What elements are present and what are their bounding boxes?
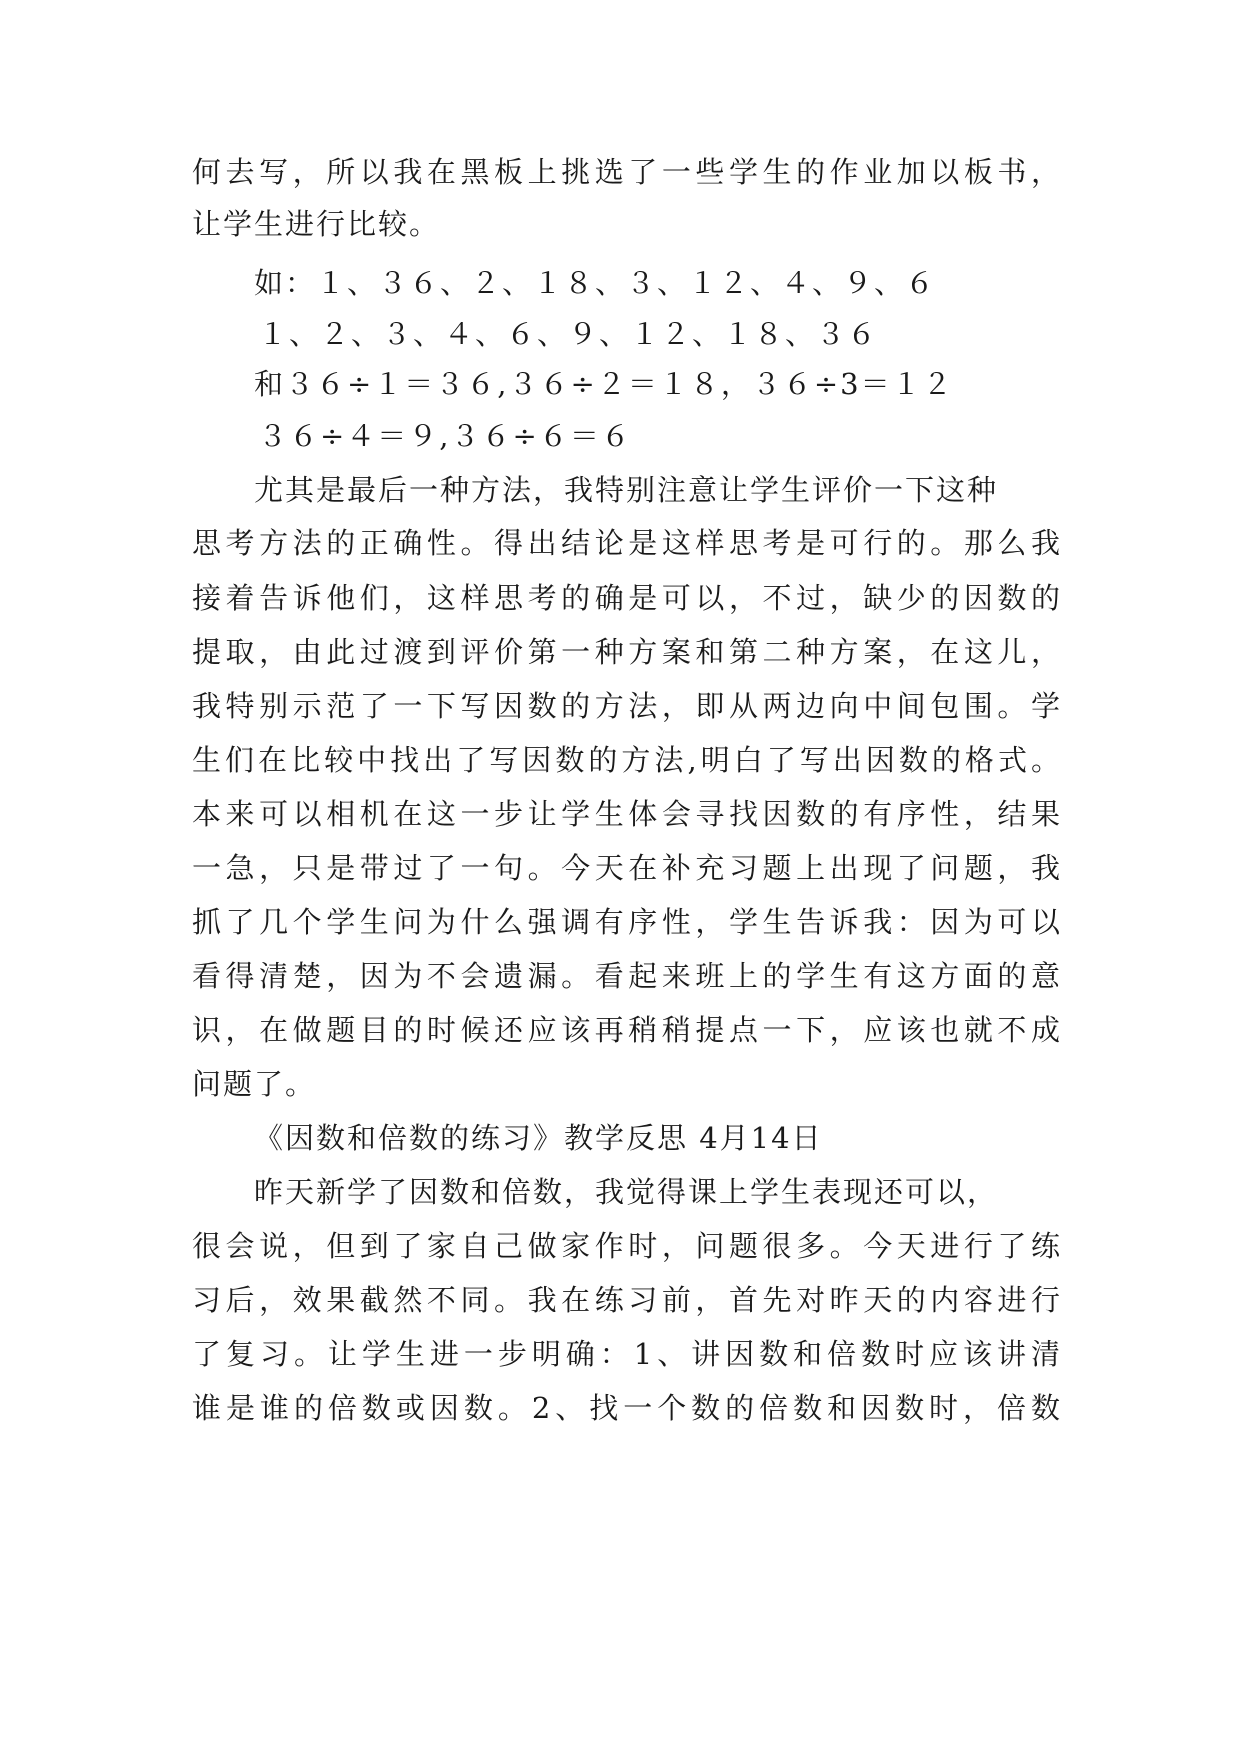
text-line: 昨天新学了因数和倍数，我觉得课上学生表现还可以， xyxy=(254,1175,999,1209)
text-line: 了复习。让学生进一步明确：1、讲因数和倍数时应该讲清 xyxy=(192,1337,1062,1371)
text-line: 生们在比较中找出了写因数的方法,明白了写出因数的格式。 xyxy=(192,743,1062,777)
text-line: 抓了几个学生问为什么强调有序性，学生告诉我：因为可以 xyxy=(192,905,1062,939)
text-line: 识，在做题目的时候还应该再稍稍提点一下，应该也就不成 xyxy=(192,1013,1062,1047)
text-line: 和３６÷１＝３６,３６÷２＝１８，３６÷3＝１２ xyxy=(254,367,954,401)
text-line: 思考方法的正确性。得出结论是这样思考是可行的。那么我 xyxy=(192,526,1062,560)
text-line: 接着告诉他们，这样思考的确是可以，不过，缺少的因数的 xyxy=(192,581,1062,615)
text-line: 尤其是最后一种方法，我特别注意让学生评价一下这种 xyxy=(254,473,999,507)
text-line: 我特别示范了一下写因数的方法，即从两边向中间包围。学 xyxy=(192,689,1062,723)
text-line: 提取，由此过渡到评价第一种方案和第二种方案，在这儿， xyxy=(192,635,1062,669)
text-line: 习后，效果截然不同。我在练习前，首先对昨天的内容进行 xyxy=(192,1283,1062,1317)
text-line: 看得清楚，因为不会遗漏。看起来班上的学生有这方面的意 xyxy=(192,959,1062,993)
text-line: 让学生进行比较。 xyxy=(192,207,441,241)
text-line: ３６÷４＝９,３６÷６＝６ xyxy=(258,419,632,453)
text-line: １、２、３、４、６、９、１２、１８、３６ xyxy=(258,317,879,351)
text-line: 本来可以相机在这一步让学生体会寻找因数的有序性，结果 xyxy=(192,797,1062,831)
text-line: 很会说，但到了家自己做家作时，问题很多。今天进行了练 xyxy=(192,1229,1062,1263)
text-line: 如：１、３６、２、１８、３、１２、４、９、６ xyxy=(254,266,937,300)
text-line: 何去写，所以我在黑板上挑选了一些学生的作业加以板书， xyxy=(192,155,1062,189)
text-line: 一急，只是带过了一句。今天在补充习题上出现了问题，我 xyxy=(192,851,1062,885)
text-line: 问题了。 xyxy=(192,1067,317,1101)
section-title: 《因数和倍数的练习》教学反思 4月14日 xyxy=(254,1121,823,1155)
text-line: 谁是谁的倍数或因数。2、找一个数的倍数和因数时，倍数 xyxy=(192,1391,1062,1425)
